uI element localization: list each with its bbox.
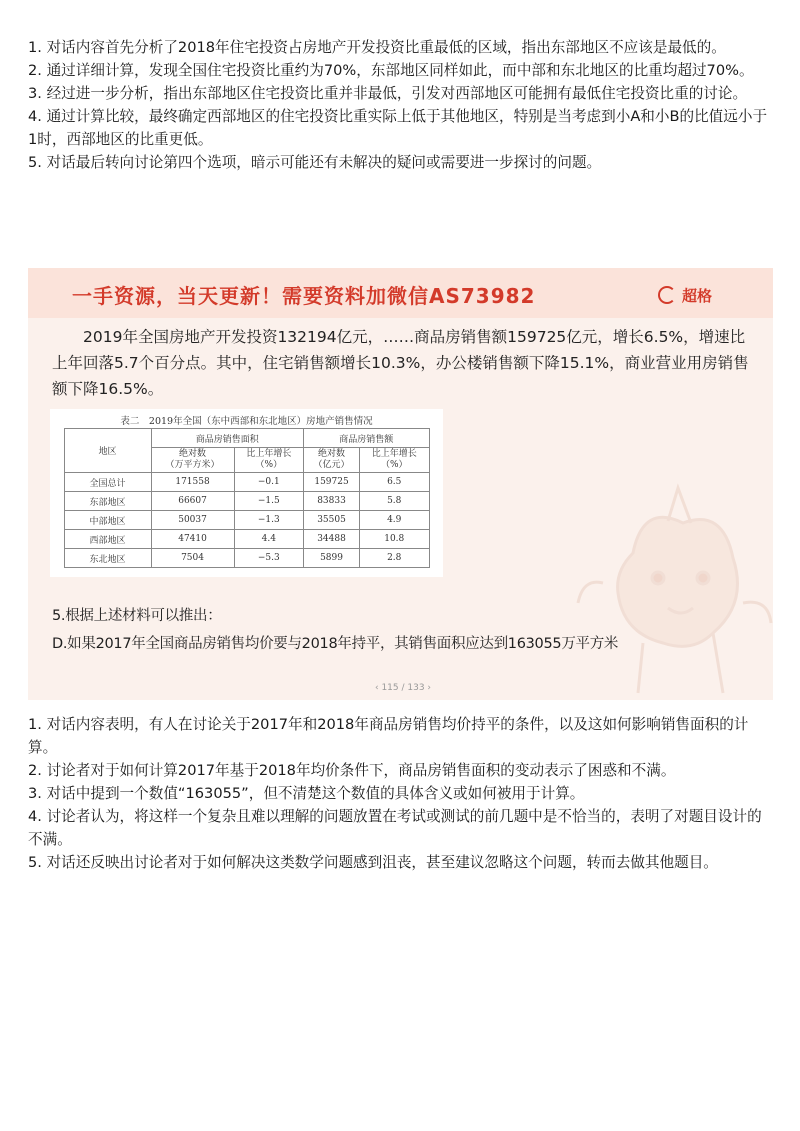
table-cell: 5.8 (359, 492, 429, 511)
note-item: 4. 讨论者认为，将这样一个复杂且难以理解的问题放置在考试或测试的前几题中是不恰当的，表明了对题目设计的不满。 (28, 808, 762, 848)
group-header-sales: 商品房销售额 (304, 429, 429, 448)
table-caption: 表二 2019年全国（东中西部和东北地区）房地产销售情况 (120, 416, 373, 427)
table-cell: 35505 (304, 511, 360, 530)
embedded-screenshot (28, 268, 773, 700)
table-cell: 83833 (304, 492, 360, 511)
summary-notes-bottom (28, 713, 776, 874)
note-item: 1. 对话内容首先分析了2018年住宅投资占房地产开发投资比重最低的区域，指出东部地区不应该是最低的。 (28, 39, 726, 56)
note-item: 5. 对话还反映出讨论者对于如何解决这类数学问题感到沮丧，甚至建议忽略这个问题，转而去做其他题目。 (28, 854, 718, 871)
note-item: 3. 对话中提到一个数值“163055”，但不清楚这个数值的具体含义或如何被用于计算。 (28, 785, 585, 802)
table-cell: 全国总计 (64, 473, 151, 492)
page-indicator[interactable]: ‹ 115 / 133 › (374, 683, 432, 693)
brand-logo (658, 285, 712, 306)
mascot-watermark-icon (573, 483, 773, 698)
col-header: 比上年增长 （%） (234, 448, 304, 473)
table-cell: −1.3 (234, 511, 304, 530)
table-cell: 2.8 (359, 549, 429, 568)
table-cell: 7504 (151, 549, 234, 568)
sales-table (64, 428, 430, 568)
table-cell: 50037 (151, 511, 234, 530)
note-item: 1. 对话内容表明，有人在讨论关于2017年和2018年商品房销售均价持平的条件，以及这如何影响销售面积的计算。 (28, 716, 749, 756)
table-cell: 西部地区 (64, 530, 151, 549)
summary-notes-top (28, 36, 776, 174)
table-cell: 中部地区 (64, 511, 151, 530)
material-paragraph: 2019年全国房地产开发投资132194亿元，……商品房销售额159725亿元，增长6.5%，增速比上年回落5.7个百分点。其中，住宅销售额增长10.3%，办公楼销售额下降15.1%，商业营业用房销售额下降16.5%。 (52, 328, 749, 398)
note-item: 5. 对话最后转向讨论第四个选项，暗示可能还有未解决的疑问或需要进一步探讨的问题。 (28, 154, 602, 171)
note-item: 4. 通过计算比较，最终确定西部地区的住宅投资比重实际上低于其他地区，特别是当考虑到小A和小B的比值远小于1时，西部地区的比重更低。 (28, 108, 768, 148)
table-cell: 159725 (304, 473, 360, 492)
table-row (64, 473, 429, 492)
table-cell: 4.4 (234, 530, 304, 549)
table-cell: 66607 (151, 492, 234, 511)
promo-banner-text: 一手资源，当天更新！需要资料加微信AS73982 (72, 284, 536, 308)
col-header: 绝对数 （亿元） (304, 448, 360, 473)
col-header: 比上年增长 （%） (359, 448, 429, 473)
table-cell: 东部地区 (64, 492, 151, 511)
table-cell: 171558 (151, 473, 234, 492)
table-cell: 10.8 (359, 530, 429, 549)
brand-logo-icon (658, 286, 676, 304)
table-cell: −1.5 (234, 492, 304, 511)
note-item: 3. 经过进一步分析，指出东部地区住宅投资比重并非最低，引发对西部地区可能拥有最低住宅投资比重的讨论。 (28, 85, 748, 102)
note-item: 2. 讨论者对于如何计算2017年基于2018年均价条件下，商品房销售面积的变动表示了困惑和不满。 (28, 762, 676, 779)
region-header: 地区 (64, 429, 151, 473)
table-cell: −5.3 (234, 549, 304, 568)
table-row (64, 511, 429, 530)
promo-banner (28, 268, 773, 318)
col-header: 绝对数 （万平方米） (151, 448, 234, 473)
option-d: D.如果2017年全国商品房销售均价要与2018年持平，其销售面积应达到163055万平方米 (52, 636, 619, 652)
table-row (64, 492, 429, 511)
table-cell: 6.5 (359, 473, 429, 492)
table-row (64, 549, 429, 568)
table-cell: −0.1 (234, 473, 304, 492)
table-cell: 5899 (304, 549, 360, 568)
table-cell: 东北地区 (64, 549, 151, 568)
table-cell: 34488 (304, 530, 360, 549)
note-item: 2. 通过详细计算，发现全国住宅投资比重约为70%，东部地区同样如此，而中部和东北地区的比重均超过70%。 (28, 62, 754, 79)
table-row (64, 530, 429, 549)
brand-name: 超格 (682, 287, 713, 305)
sales-table-image (50, 409, 443, 577)
question-stem: 5.根据上述材料可以推出： (52, 608, 222, 624)
table-cell: 4.9 (359, 511, 429, 530)
table-cell: 47410 (151, 530, 234, 549)
group-header-area: 商品房销售面积 (151, 429, 304, 448)
